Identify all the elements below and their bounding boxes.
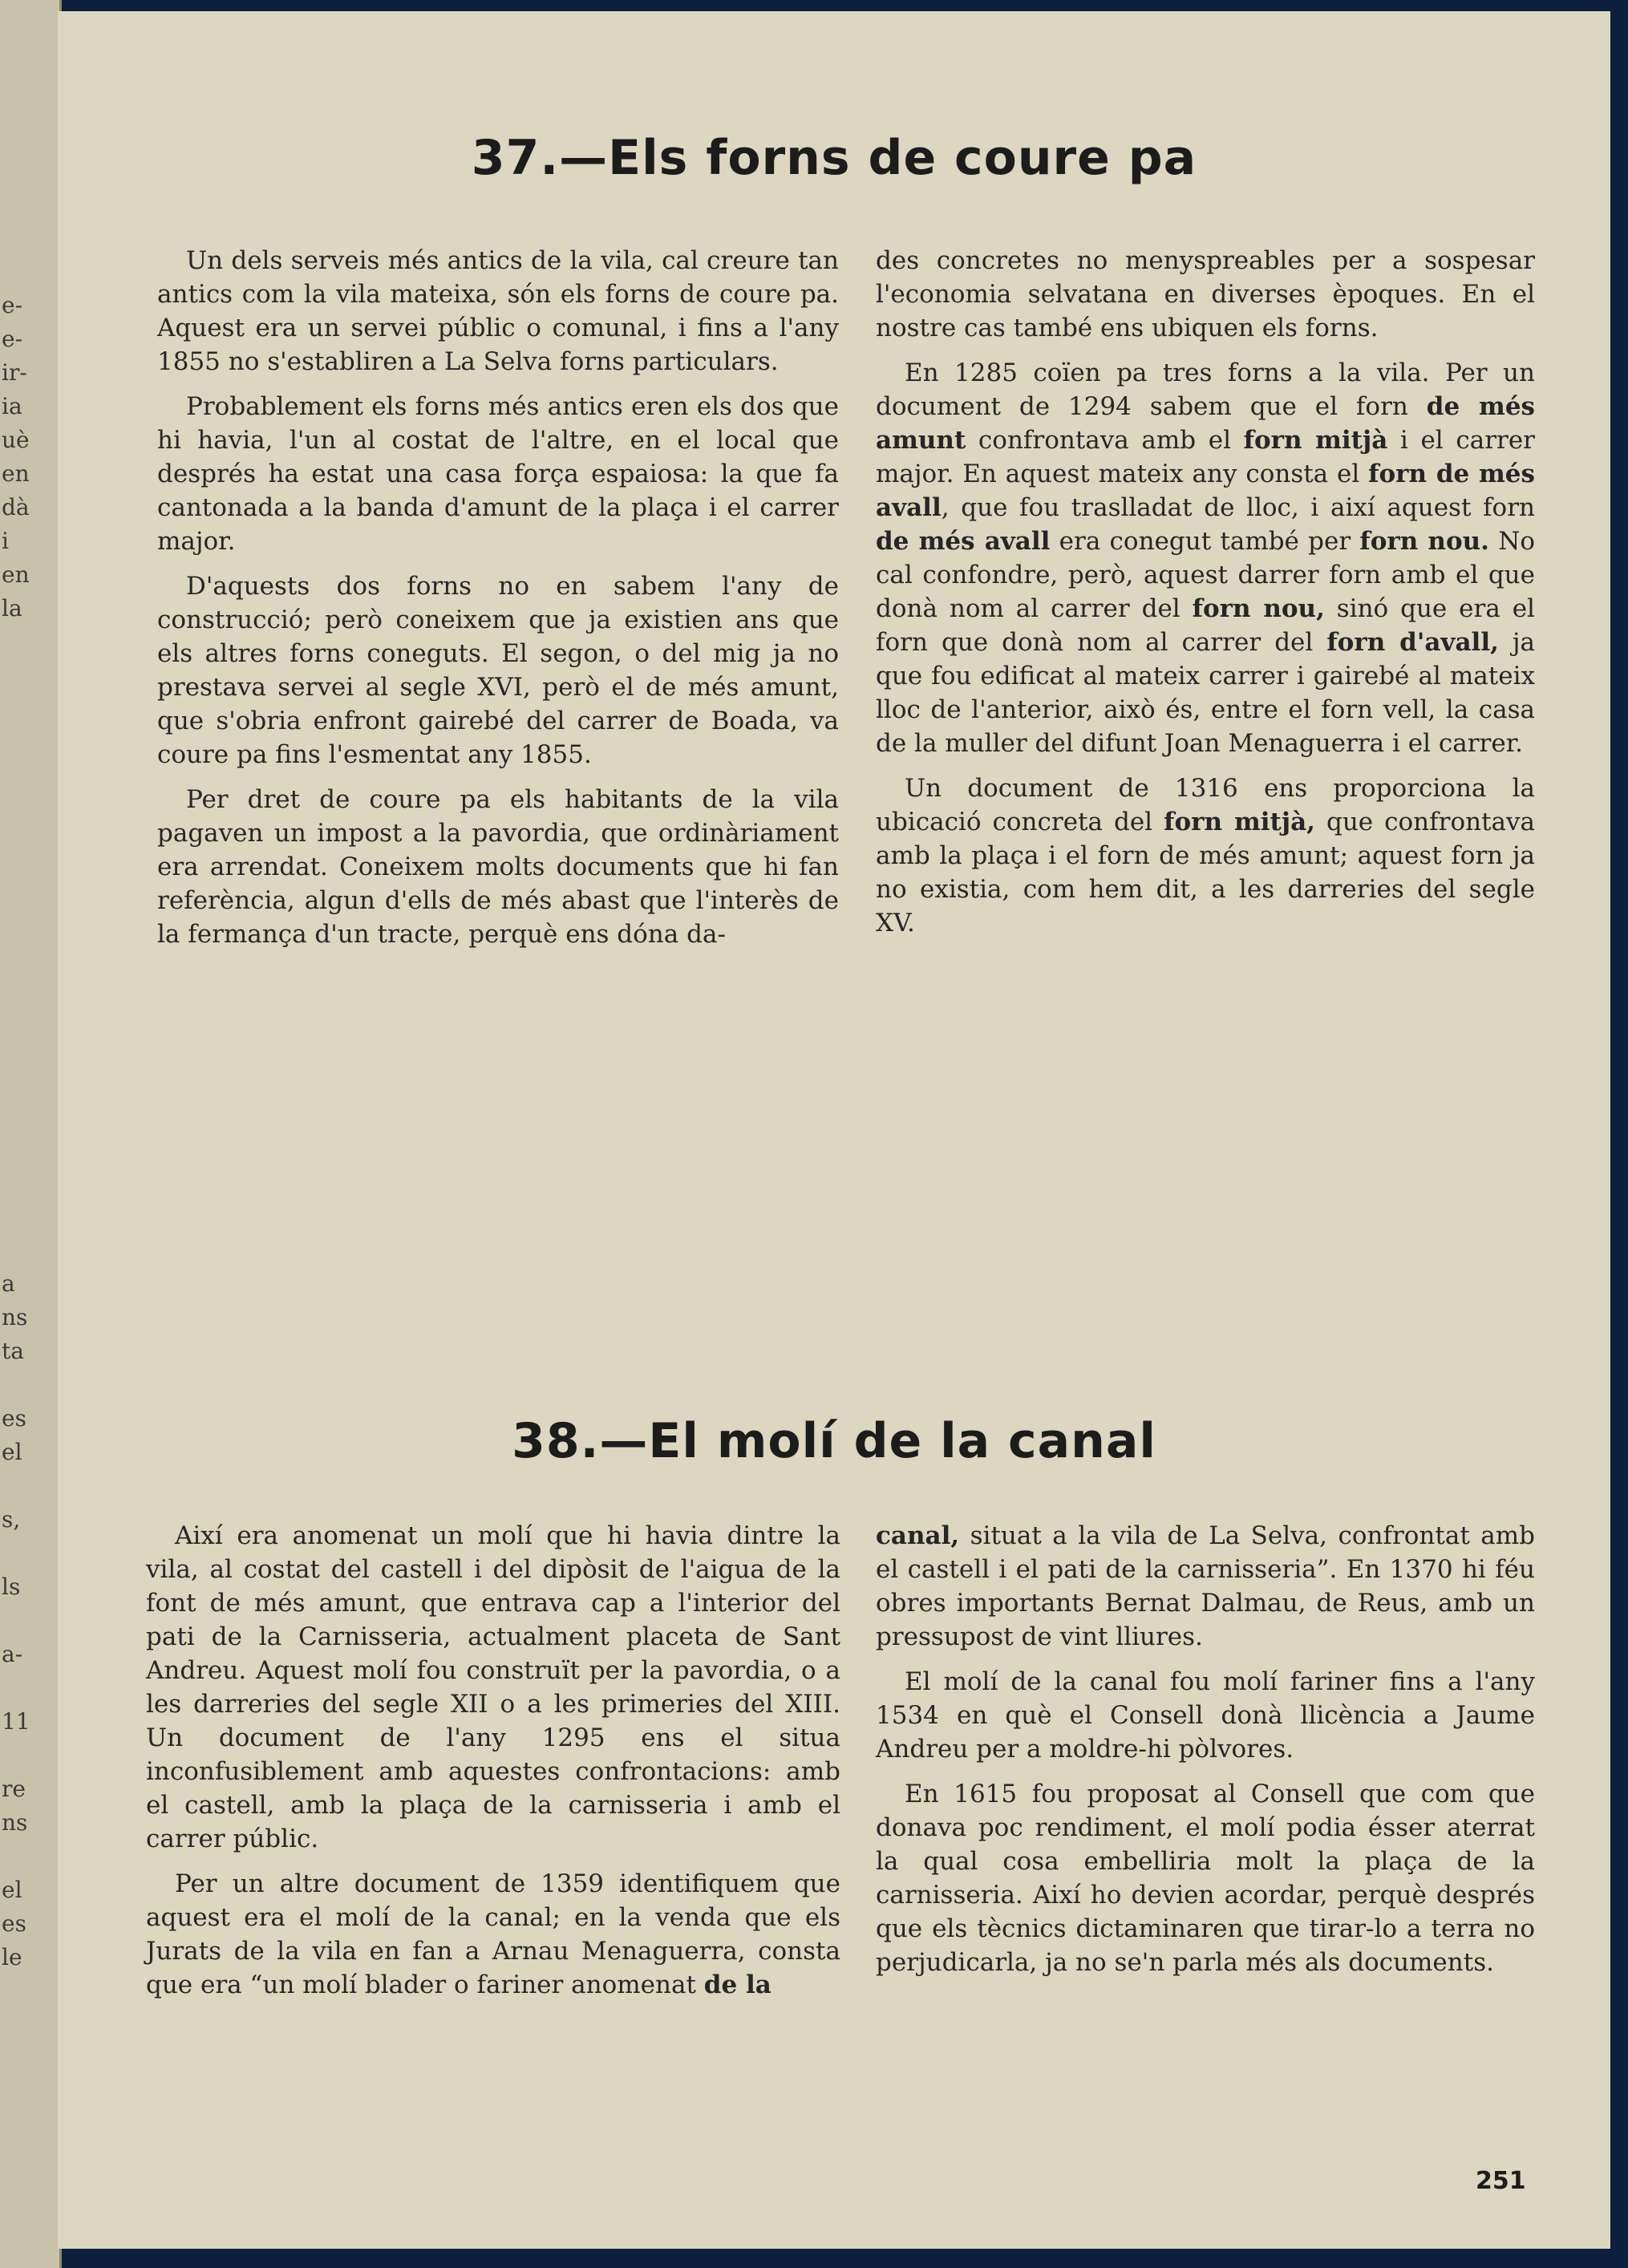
margin-fragment: [2, 1840, 48, 1873]
paragraph: [876, 772, 1535, 940]
margin-fragment: e-: [2, 326, 23, 352]
bold-text: forn d'avall,: [1326, 628, 1499, 657]
page-number: 251: [1476, 2167, 1526, 2195]
margin-fragment: ls: [2, 1573, 21, 1600]
margin-fragment: i: [2, 528, 9, 554]
section-38-title: 38.—El molí de la canal: [512, 1413, 1156, 1469]
margin-fragment: e-: [2, 292, 23, 318]
margin-fragment: el: [2, 1439, 22, 1465]
paragraph: Per dret de coure pa els habitants de la vila pagaven un impost a la pavordia, que ordinàriament era arrendat. Coneixem molts documents que hi fan referència, algun d'ells de més abast que l'interès de la fermança d'un tracte, perquè ens dóna da-: [157, 785, 839, 949]
bold-text: forn mitjà,: [1164, 808, 1315, 836]
margin-fragment: 11: [2, 1708, 30, 1735]
text-run: era conegut també per: [1050, 527, 1360, 556]
text-run: ja que fou edificat al mateix carrer i gairebé al mateix lloc de l'anterior, això és, entre el forn vell, la casa de la muller del difunt Joan Menaguerra i el carrer.: [876, 628, 1536, 758]
margin-fragment: en: [2, 561, 30, 588]
margin-fragment: [2, 1739, 48, 1772]
paragraph: [876, 356, 1535, 760]
margin-fragment: [2, 1604, 48, 1638]
margin-fragment: la: [2, 595, 22, 622]
left-margin-fragments-top: [2, 289, 48, 626]
bold-text: canal,: [876, 1521, 960, 1550]
left-page-edge: [0, 0, 62, 2268]
paragraph: des concretes no menyspreables per a sospesar l'economia selvatana en diverses èpoques. En el nostre cas també ens ubiquen els forns.: [876, 246, 1535, 342]
text-run: , que fou traslladat de lloc, i així aquest forn: [941, 493, 1535, 522]
text-run: En 1285 coïen pa tres forns a la vila. Per un document de 1294 sabem que el forn: [876, 358, 1535, 421]
text-run: situat a la vila de La Selva, confrontat amb el castell i el pati de la carnisseria”. En 1370 hi féu obres importants Bernat Dalmau, de Reus, amb un pressupost de vint lliures.: [876, 1521, 1535, 1651]
text-run: confrontava amb el: [966, 426, 1244, 455]
margin-fragment: ns: [2, 1809, 28, 1836]
paragraph: D'aquests dos forns no en sabem l'any de construcció; però coneixem que ja existien ans que els altres forns coneguts. El segon, o del mig ja no prestava servei al segle XVI, però el de més amunt, que s'obria enfront gairebé del carrer de Boada, va coure pa fins l'esmentat any 1855.: [157, 572, 839, 769]
text-run: Per un altre document de 1359 identifiquem que aquest era el molí de la canal; en la venda que els Jurats de la vila en fan a Arnau Menaguerra, consta que era “un molí blader o fariner anomenat: [146, 1869, 840, 1999]
section-37-right-column: [876, 244, 1535, 951]
section-37-left-column: [157, 244, 839, 962]
margin-fragment: [2, 1671, 48, 1705]
margin-fragment: a: [2, 1270, 15, 1297]
text-run: que confrontava amb la plaça i el forn de més amunt; aquest forn ja no existia, com hem dit, a les darreries del segle XV.: [876, 808, 1536, 938]
margin-fragment: s,: [2, 1506, 21, 1533]
margin-fragment: [2, 1537, 48, 1570]
bold-text: forn mitjà: [1243, 426, 1388, 455]
margin-fragment: es: [2, 1405, 26, 1432]
bold-text: de més amunt: [876, 392, 1536, 455]
paragraph: [146, 1867, 840, 2002]
text-run: No cal confondre, però, aquest darrer forn amb el que donà nom al carrer del: [876, 527, 1535, 623]
bold-text: forn de més avall: [876, 460, 1535, 522]
bold-text: forn nou.: [1359, 527, 1489, 556]
paragraph: Així era anomenat un molí que hi havia dintre la vila, al costat del castell i del dipòsit de l'aigua de la font de més amunt, que entrava cap a l'interior del pati de la Carnisseria, actualment placeta de Sant Andreu. Aquest molí fou construït per la pavordia, o a les darreries del segle XII o a les primeries del XIII. Un document de l'any 1295 ens el situa inconfusiblement amb aquestes confrontacions: amb el castell, amb la plaça de la carnisseria i amb el carrer públic.: [146, 1521, 840, 1853]
paragraph: Un dels serveis més antics de la vila, cal creure tan antics com la vila mateixa, són els forns de coure pa. Aquest era un servei públic o comunal, i fins a l'any 1855 no s'establiren a La Selva forns particulars.: [157, 246, 839, 376]
margin-fragment: le: [2, 1944, 22, 1970]
margin-fragment: ta: [2, 1338, 24, 1364]
section-38-left-column: [146, 1519, 840, 2013]
margin-fragment: uè: [2, 427, 30, 453]
margin-fragment: ia: [2, 393, 22, 419]
margin-fragment: es: [2, 1910, 26, 1937]
text-run: sinó que era el forn que donà nom al carrer del: [876, 594, 1535, 657]
margin-fragment: ns: [2, 1304, 28, 1330]
margin-fragment: [2, 1469, 48, 1503]
paragraph: Probablement els forns més antics eren els dos que hi havia, l'un al costat de l'altre, en el local que després ha estat una casa força espaiosa: la que fa cantonada a la banda d'amunt de la plaça i el carrer major.: [157, 392, 839, 556]
margin-fragment: [2, 1368, 48, 1402]
margin-fragment: dà: [2, 494, 30, 520]
margin-fragment: en: [2, 460, 30, 487]
paragraph: [876, 1519, 1535, 1654]
bold-text: forn nou,: [1192, 594, 1325, 623]
text-run: Un document de 1316 ens proporciona la ubicació concreta del: [876, 774, 1535, 836]
left-margin-fragments-bottom: [2, 1267, 48, 1974]
bold-text: de més avall: [876, 527, 1051, 556]
bold-text: de la: [703, 1970, 771, 1999]
section-38-right-column: [876, 1519, 1535, 1991]
section-37-title: 37.—Els forns de coure pa: [471, 130, 1197, 186]
paragraph: En 1615 fou proposat al Consell que com que donava poc rendiment, el molí podia ésser aterrat la qual cosa embelliria molt la plaça de la carnisseria. Així ho devien acordar, perquè després que els tècnics dictaminaren que tirar-lo a terra no perjudicarla, ja no se'n parla més als documents.: [876, 1780, 1535, 1977]
book-page: [58, 11, 1610, 2249]
paragraph: El molí de la canal fou molí fariner fins a l'any 1534 en què el Consell donà llicència a Jaume Andreu per a moldre-hi pòlvores.: [876, 1667, 1535, 1764]
text-run: i el carrer major. En aquest mateix any consta el: [876, 426, 1535, 488]
margin-fragment: a-: [2, 1641, 23, 1667]
margin-fragment: re: [2, 1776, 26, 1802]
margin-fragment: ir-: [2, 359, 27, 386]
margin-fragment: el: [2, 1877, 22, 1903]
